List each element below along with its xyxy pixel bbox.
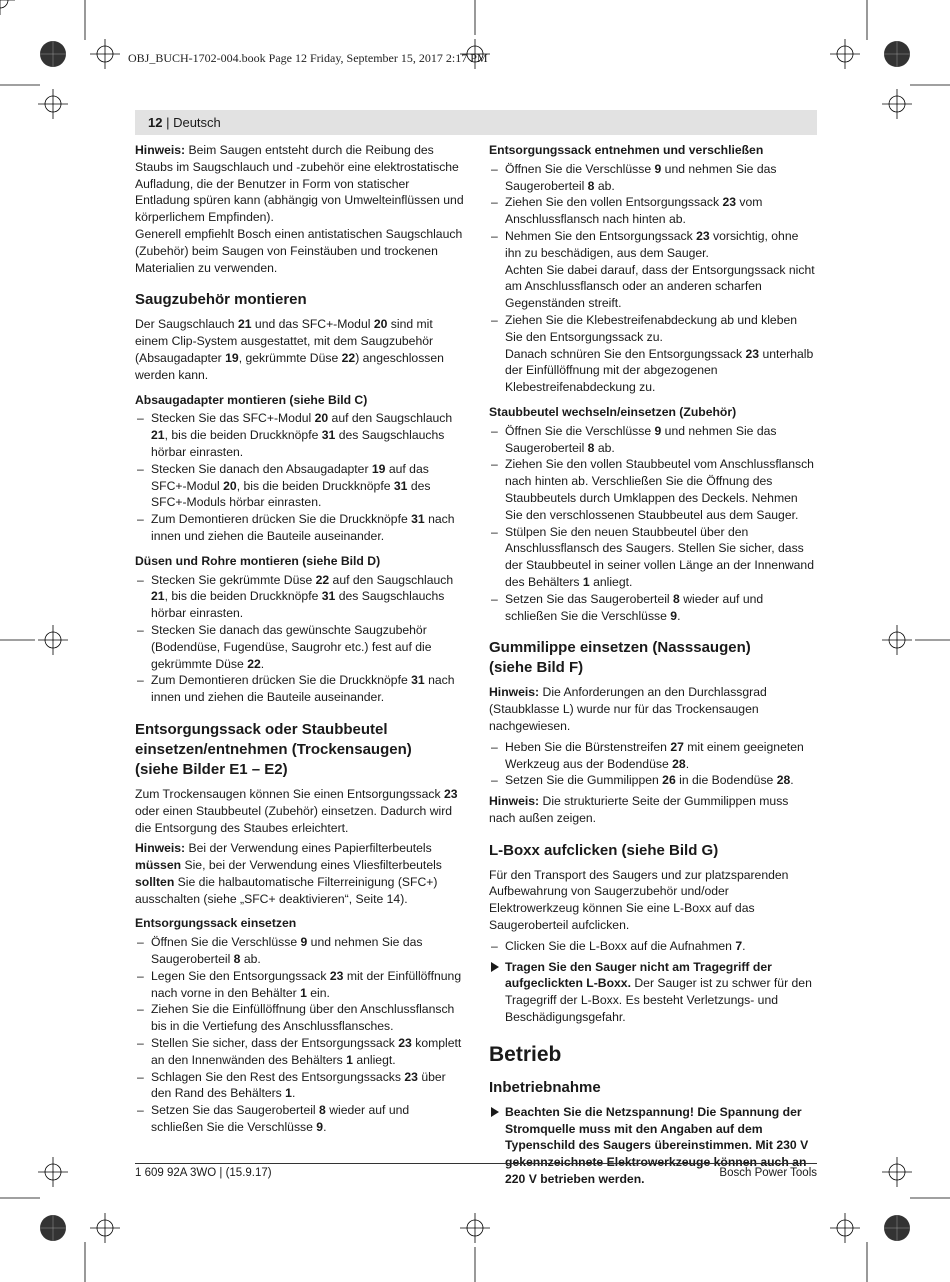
- bold-run: 22: [315, 572, 330, 587]
- bold-run: 8: [587, 178, 595, 193]
- footer-doc-number: 1 609 92A 3WO | (15.9.17): [135, 1167, 272, 1179]
- page-header: [135, 110, 817, 135]
- text-run: Ziehen Sie den vollen Entsorgungssack: [505, 195, 723, 210]
- text-run: .: [790, 773, 794, 788]
- page-number: 12: [148, 115, 163, 130]
- list-item: [489, 423, 817, 457]
- text-run: .: [323, 1120, 327, 1135]
- list-gummilippe: [489, 739, 817, 789]
- bold-run: 21: [237, 317, 252, 332]
- heading-line: einsetzen/entnehmen (Trockensaugen): [135, 740, 412, 758]
- list-item: [135, 1001, 464, 1035]
- footer-rule: [135, 1163, 817, 1164]
- bold-run: Hinweis:: [489, 685, 540, 700]
- bold-run: 28: [776, 773, 791, 788]
- print-info: OBJ_BUCH-1702-004.book Page 12 Friday, September 15, 2017 2:17 PM: [128, 51, 488, 65]
- text-run: komplett an den Innenwänden des Behälters: [151, 1036, 462, 1067]
- bold-run: 21: [151, 589, 165, 604]
- bold-run: 23: [398, 1036, 412, 1051]
- list-duesen: [135, 572, 464, 706]
- bold-run: 31: [321, 428, 336, 443]
- text-run: und nehmen Sie das Saugeroberteil: [151, 935, 423, 967]
- text-run: oder einen Staubbeutel (Zubehör) einsetzen. Dadurch wird die Entsorgung des Staubes erleichtert.: [135, 803, 453, 835]
- text-run: Zum Demontieren drücken Sie die Druckknöpfe: [151, 512, 412, 527]
- bold-run: 27: [670, 739, 684, 754]
- text-run: ab.: [240, 952, 261, 967]
- bold-run: 31: [321, 589, 336, 604]
- text-run: des Saugschlauchs hörbar einrasten.: [151, 589, 445, 621]
- text-run: mit der Einfüllöffnung nach vorne in den Behälter: [151, 968, 462, 1000]
- bold-run: 8: [673, 591, 680, 606]
- bold-run: 28: [672, 756, 686, 771]
- text-run: Stülpen Sie den neuen Staubbeutel über den Anschlussflansch des Saugers. Stellen Sie sicher, dass der Staubbeutel in seiner vollen Länge an der Innenwand des Behälters: [505, 524, 814, 589]
- text-run: ab.: [594, 178, 615, 193]
- heading-line: (siehe Bild F): [489, 659, 584, 677]
- bold-run: 20: [373, 317, 388, 332]
- list-item: [489, 194, 817, 228]
- heading-absaugadapter: Absaugadapter montieren (siehe Bild C): [135, 392, 368, 407]
- text-run: Schlagen Sie den Rest des Entsorgungssacks: [151, 1069, 405, 1084]
- bold-run: Hinweis:: [489, 794, 540, 809]
- text-run: .: [677, 608, 681, 623]
- text-run: Setzen Sie das Saugeroberteil: [505, 591, 674, 606]
- text-run: auf den Saugschlauch: [329, 572, 454, 587]
- text-run: mit einem geeigneten Werkzeug aus der Bodendüse: [505, 739, 804, 771]
- saugzubehoer-intro: [135, 316, 464, 383]
- hinweis-antistatic: [135, 142, 464, 276]
- list-item: [489, 456, 817, 523]
- list-entnehmen: [489, 161, 817, 396]
- text-run: vorsichtig, ohne ihn zu beschädigen, aus dem Sauger.: [505, 228, 799, 260]
- text-run: .: [685, 756, 690, 771]
- text-run: .: [742, 938, 746, 953]
- text-run: anliegt.: [589, 574, 633, 589]
- bold-run: 31: [411, 673, 425, 688]
- list-item: [489, 739, 817, 773]
- header-text: [148, 115, 221, 130]
- list-item: [135, 572, 464, 622]
- bold-run: 1: [285, 1086, 292, 1101]
- entsorgung-intro: [135, 786, 464, 836]
- text-run: unterhalb der Einfüllöffnung mit der abgezogenen Klebestreifenabdeckung zu.: [505, 346, 814, 395]
- bold-run: 7: [735, 938, 743, 953]
- hinweis-text: Beim Saugen entsteht durch die Reibung des Staubs im Saugschlauch und -zubehör eine elektrostatische Aufladung, die der Benutzer in Form von statischer Entladung spüren kann (abhängig von Umwelteinflüssen und körperlichem Empfinden).: [135, 143, 464, 225]
- bold-run: 9: [670, 608, 678, 623]
- text-run: Bei der Verwendung eines Papierfilterbeutels: [185, 841, 432, 856]
- text-run: , bis die beiden Druckknöpfe: [236, 478, 394, 493]
- text-run: und das SFC+-Modul: [251, 317, 374, 332]
- bold-run: 1: [300, 985, 307, 1000]
- warning-triangle-icon: [491, 1107, 499, 1117]
- text-run: vom Anschlussflansch nach hinten ab.: [505, 195, 763, 227]
- bold-run: Beachten Sie die Netzspannung! Die Spannung der Stromquelle muss mit den Angaben auf dem Typenschild des Saugers übereinstimmen. Mit 230 V gekennzeichnete Elektrowerkzeuge können auch an 220 V betrieben werden.: [505, 1104, 809, 1187]
- bold-run: Tragen Sie den Sauger nicht am Tragegriff der aufgeclickten L-Boxx.: [505, 959, 772, 991]
- hinweis-durchlassgrad: [489, 684, 817, 734]
- list-item: [135, 1069, 464, 1103]
- hinweis-filterbeutel: [135, 840, 464, 907]
- bold-run: 9: [654, 161, 662, 176]
- bold-run: 1: [582, 574, 590, 589]
- text-run: , gekrümmte Düse: [238, 350, 342, 365]
- text-run: nach innen und ziehen die Bauteile auseinander.: [151, 512, 455, 543]
- heading-duesen: Düsen und Rohre montieren (siehe Bild D): [135, 553, 381, 568]
- list-einsetzen: [135, 934, 464, 1136]
- list-item: [135, 968, 464, 1002]
- bold-run: 22: [247, 656, 261, 671]
- bold-run: 26: [662, 773, 676, 788]
- bold-run: 8: [233, 952, 241, 967]
- text-run: Ziehen Sie die Klebestreifenabdeckung ab und kleben Sie den Entsorgungssack zu.: [505, 312, 798, 344]
- list-item: [135, 622, 464, 672]
- text-run: Nehmen Sie den Entsorgungssack: [505, 228, 697, 243]
- text-run: und nehmen Sie das Saugeroberteil: [505, 423, 777, 455]
- text-run: Zum Demontieren drücken Sie die Druckknöpfe: [151, 673, 412, 688]
- left-column: [135, 142, 464, 1140]
- text-run: nach innen und ziehen die Bauteile auseinander.: [151, 673, 455, 705]
- heading-betrieb: Betrieb: [489, 1042, 562, 1066]
- text-run: Stecken Sie gekrümmte Düse: [151, 572, 316, 587]
- text-run: , bis die beiden Druckknöpfe: [164, 589, 322, 604]
- text-run: sind mit einem Clip-System ausgestattet, mit dem Saugzubehör (Absaugadapter: [135, 317, 434, 365]
- list-item: [135, 410, 464, 460]
- text-run: Clicken Sie die L-Boxx auf die Aufnahmen: [505, 938, 736, 953]
- list-item: [135, 461, 464, 511]
- list-staubbeutel: [489, 423, 817, 625]
- bold-run: 23: [745, 346, 760, 361]
- heading-einsetzen: Entsorgungssack einsetzen: [135, 916, 297, 931]
- text-run: Öffnen Sie die Verschlüsse: [505, 423, 655, 438]
- text-run: wieder auf und schließen Sie die Verschlüsse: [505, 591, 764, 623]
- bold-run: Hinweis:: [135, 841, 186, 856]
- text-run: des SFC+-Moduls hörbar einrasten.: [151, 478, 431, 510]
- bold-run: sollten: [135, 874, 175, 889]
- text-run: Die strukturierte Seite der Gummilippen muss nach außen zeigen.: [489, 794, 789, 825]
- text-run: Setzen Sie das Saugeroberteil: [151, 1103, 320, 1118]
- hinweis-gummilippen: [489, 793, 817, 827]
- text-run: Heben Sie die Bürstenstreifen: [505, 739, 671, 754]
- list-absaugadapter: [135, 410, 464, 544]
- text-run: Stecken Sie danach den Absaugadapter: [151, 461, 372, 476]
- text-run: .: [260, 656, 265, 671]
- heading-line: Gummilippe einsetzen (Nasssaugen): [489, 639, 751, 657]
- heading-saugzubehoer: Saugzubehör montieren: [135, 291, 307, 309]
- text-run: Öffnen Sie die Verschlüsse: [151, 935, 301, 950]
- text-run: wieder auf und schließen Sie die Verschlüsse: [151, 1103, 410, 1135]
- list-item: [135, 511, 464, 545]
- text-run: Ziehen Sie den vollen Staubbeutel vom Anschlussflansch nach hinten ab. Verschließen Sie die Öffnung des Staubbeutels durch Umklappen des Deckels. Nehmen Sie den verschlossenen Staubbeutel aus dem Sauger.: [505, 457, 814, 522]
- bold-run: 19: [371, 461, 386, 476]
- bold-run: 31: [411, 512, 425, 527]
- bold-run: 8: [587, 440, 595, 455]
- bold-run: 20: [223, 478, 237, 493]
- text-run: Stecken Sie danach das gewünschte Saugzubehör (Bodendüse, Fugendüse, Saugrohr etc.) fest auf die gekrümmte Düse: [151, 622, 432, 671]
- bold-run: müssen: [135, 858, 182, 873]
- heading-inbetriebnahme: Inbetriebnahme: [489, 1078, 601, 1096]
- text-run: Stecken Sie das SFC+-Modul: [151, 411, 315, 426]
- list-lboxx: [489, 938, 817, 955]
- bold-run: 23: [722, 195, 737, 210]
- warning-text: [505, 960, 812, 1024]
- text-run: in die Bodendüse: [675, 773, 777, 788]
- list-item: [489, 524, 817, 591]
- heading-gummilippe: [489, 638, 817, 678]
- bold-run: 21: [151, 428, 165, 443]
- heading-line: (siehe Bilder E1 – E2): [135, 760, 288, 778]
- list-item: [489, 312, 817, 396]
- text-run: , bis die beiden Druckknöpfe: [164, 428, 322, 443]
- header-language: Deutsch: [173, 115, 221, 130]
- heading-entsorgung: [135, 720, 464, 780]
- text-run: Achten Sie dabei darauf, dass der Entsorgungssack nicht am Anschlussflansch oder an anderen scharfen Gegenständen streift.: [505, 262, 815, 311]
- heading-lboxx: L-Boxx aufclicken (siehe Bild G): [489, 841, 719, 859]
- bold-run: 8: [319, 1103, 326, 1118]
- bold-run: 23: [696, 228, 710, 243]
- list-item: [489, 161, 817, 195]
- text-run: Stellen Sie sicher, dass der Entsorgungssack: [151, 1036, 399, 1051]
- footer-brand: Bosch Power Tools: [719, 1167, 817, 1179]
- text-run: ein.: [306, 985, 330, 1000]
- warning-lboxx: [489, 959, 817, 1026]
- hinweis-label: Hinweis:: [135, 143, 186, 157]
- text-run: Danach schnüren Sie den Entsorgungssack: [505, 346, 746, 361]
- bold-run: 31: [393, 478, 408, 493]
- text-run: ) angeschlossen werden kann.: [135, 350, 444, 382]
- bold-run: 23: [443, 786, 458, 801]
- bold-run: 19: [225, 350, 239, 365]
- list-item: [135, 672, 464, 706]
- list-item: [135, 1035, 464, 1069]
- warning-triangle-icon: [491, 962, 499, 972]
- text-run: Sie die halbautomatische Filterreinigung (SFC+) ausschalten (siehe „SFC+ deaktivieren“, Seite 14).: [135, 874, 438, 906]
- text-run: anliegt.: [352, 1052, 396, 1067]
- right-column: [489, 142, 817, 1192]
- text-run: .: [291, 1086, 296, 1101]
- heading-line: Entsorgungssack oder Staubbeutel: [135, 720, 388, 738]
- text-run: Öffnen Sie die Verschlüsse: [505, 161, 655, 176]
- lboxx-intro: Für den Transport des Saugers und zur platzsparenden Aufbewahrung von Saugerzubehör und/oder Elektrowerkzeug können Sie eine L-Boxx auf das Saugeroberteil aufclicken.: [489, 867, 789, 933]
- list-item: [489, 591, 817, 625]
- bold-run: 1: [346, 1052, 353, 1067]
- bold-run: 9: [300, 935, 308, 950]
- bold-run: 22: [341, 350, 356, 365]
- text-run: Der Saugschlauch: [135, 317, 238, 332]
- text-run: auf das SFC+-Modul: [151, 461, 429, 493]
- bold-run: 23: [404, 1069, 418, 1084]
- text-run: Ziehen Sie die Einfüllöffnung über den Anschlussflansch bis in die Vertiefung des Anschlussflansches.: [151, 1002, 455, 1034]
- text-run: Setzen Sie die Gummilippen: [505, 773, 663, 788]
- bold-run: 23: [329, 968, 344, 983]
- heading-staubbeutel: Staubbeutel wechseln/einsetzen (Zubehör): [489, 404, 737, 419]
- text-run: über den Rand des Behälters: [151, 1069, 446, 1101]
- heading-entnehmen: Entsorgungssack entnehmen und verschließen: [489, 143, 764, 157]
- text-run: Die Anforderungen an den Durchlassgrad (Staubklasse L) wurde nur für das Trockensaugen nachgewiesen.: [489, 685, 767, 733]
- list-item: [135, 934, 464, 968]
- text-run: Legen Sie den Entsorgungssack: [151, 968, 330, 983]
- text-run: Der Sauger ist zu schwer für den Tragegriff der L-Boxx. Es besteht Verletzungs- und Beschädigungsgefahr.: [505, 976, 812, 1025]
- list-item: [489, 938, 817, 955]
- hinweis-text-2: Generell empfiehlt Bosch einen antistatischen Saugschlauch (Zubehör) beim Saugen von Feinstäuben und trockenen Materialien zu verwenden.: [135, 226, 463, 275]
- bold-run: 9: [316, 1120, 324, 1135]
- text-run: Zum Trockensaugen können Sie einen Entsorgungssack: [135, 786, 444, 801]
- text-run: auf den Saugschlauch: [328, 411, 453, 426]
- text-run: des Saugschlauchs hörbar einrasten.: [151, 428, 445, 459]
- list-item: [489, 772, 817, 789]
- list-item: [135, 1102, 464, 1136]
- text-run: Sie, bei der Verwendung eines Vliesfilterbeutels: [181, 858, 442, 873]
- bold-run: 9: [654, 423, 662, 438]
- text-run: und nehmen Sie das Saugeroberteil: [505, 161, 777, 193]
- header-separator: |: [162, 115, 174, 130]
- list-item: [489, 228, 817, 312]
- bold-run: 20: [314, 411, 329, 426]
- text-run: ab.: [594, 440, 615, 455]
